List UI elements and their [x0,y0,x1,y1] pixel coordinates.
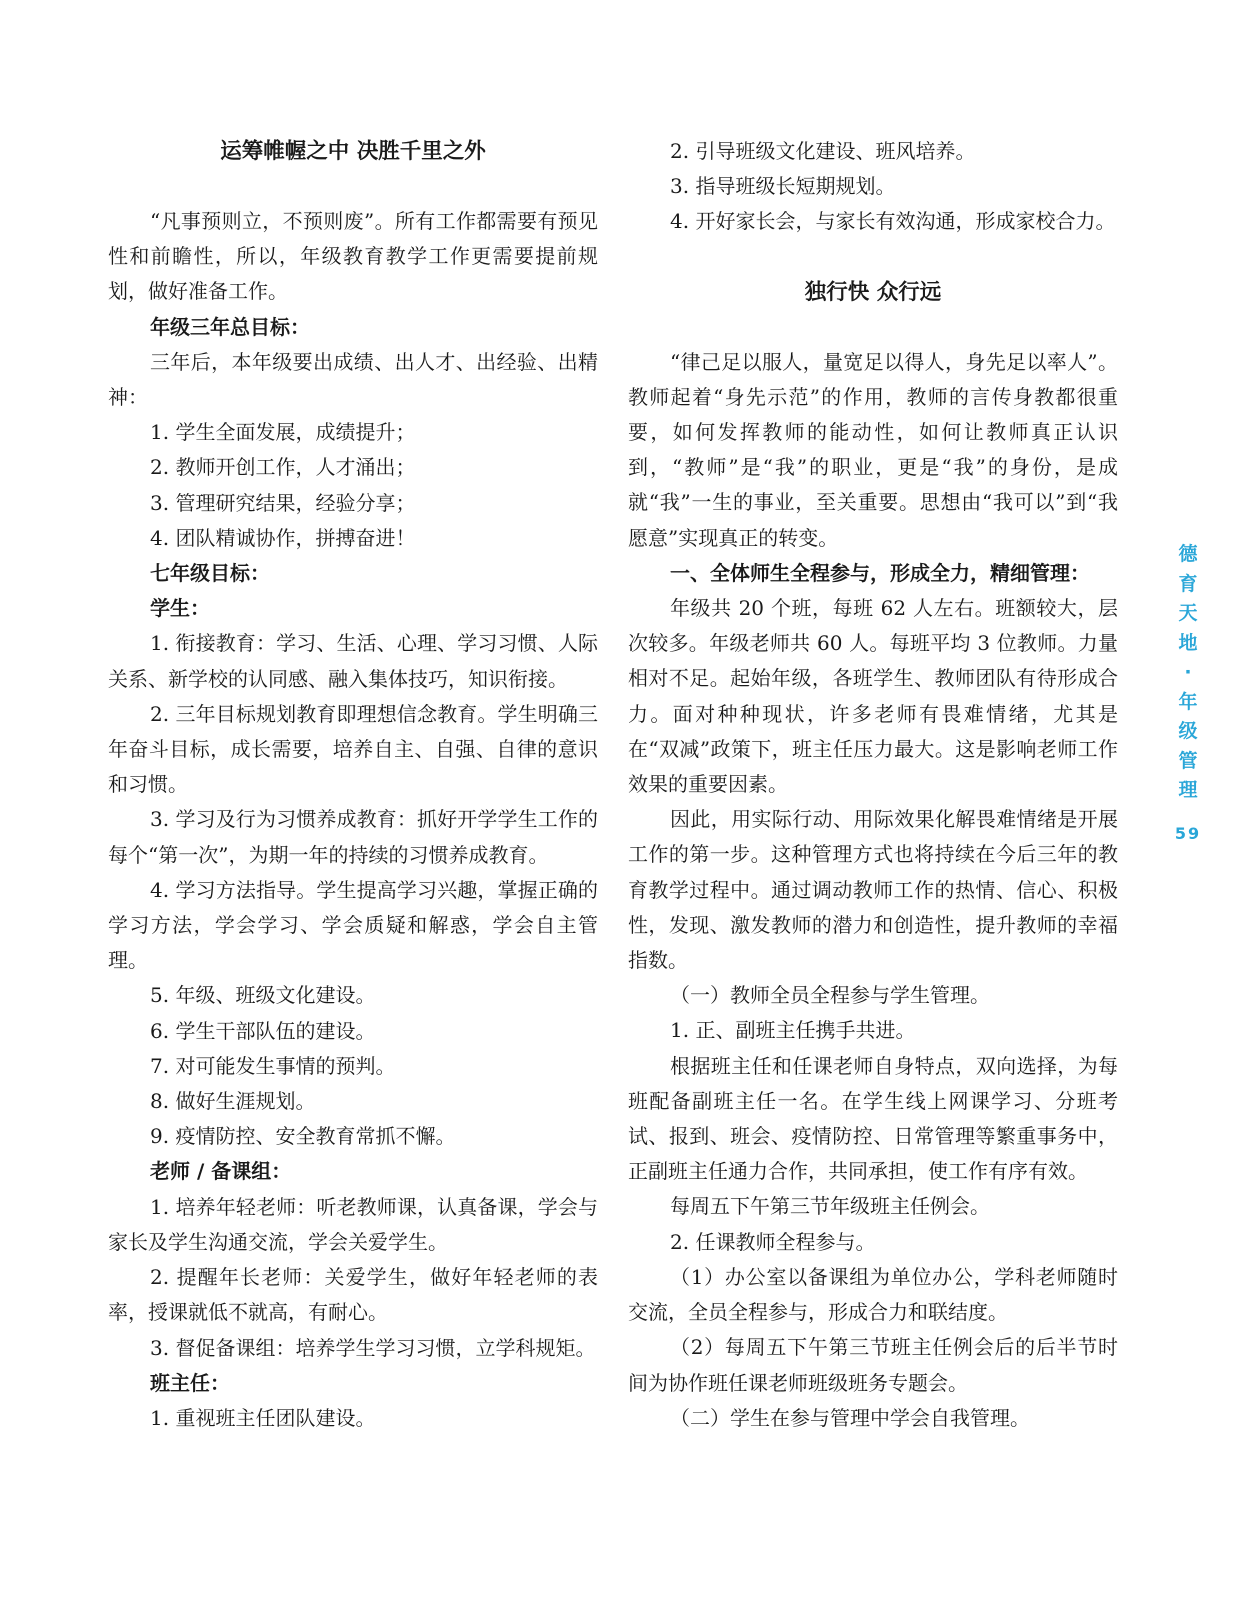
goal-item: 1. 学生全面发展，成绩提升； [150,420,416,445]
headteacher-item: 3. 指导班级长短期规划。 [670,174,896,199]
sidebar-char: 级 [1178,720,1198,742]
section1-heading: 一、全体师生全程参与，形成全力，精细管理： [670,560,1090,585]
goal-item: 3. 管理研究结果，经验分享； [150,490,416,515]
student-item: 6. 学生干部队伍的建设。 [150,1018,376,1043]
student-item: 2. 三年目标规划教育即理想信念教育。学生明确三年奋斗目标，成长需要，培养自主、自强、自律的意识和习惯。 [108,701,598,797]
headteacher-item: 4. 开好家长会，与家长有效沟通，形成家校合力。 [670,209,1116,234]
student-item: 4. 学习方法指导。学生提高学习兴趣，掌握正确的学习方法，学会学习、学会质疑和解惑，学会自主管理。 [108,877,598,973]
spacer [108,169,598,204]
body-paragraph: 因此，用实际行动、用际效果化解畏难情绪是开展工作的第一步。这种管理方式也将持续在今后三年的教育教学过程中。通过调动教师工作的热情、信心、积极性，发现、激发教师的潜力和创造性，提升教师的幸福指数。 [628,807,1118,973]
body-paragraph: “律己足以服人，量宽足以得人，身先足以率人”。教师起着“身先示范”的作用，教师的言传身教都很重要，如何发挥教师的能动性，如何让教师真正认识到，“教师”是“我”的职业，更是“我”的身份，是成就“我”一生的事业，至关重要。思想由“我可以”到“我愿意”实现真正的转变。 [628,349,1118,550]
headteacher-item: 1. 重视班主任团队建设。 [150,1405,376,1430]
goal-item: 4. 团队精诚协作，拼搏奋进！ [150,525,416,550]
teacher-item: 2. 提醒年长老师：关爱学生，做好年轻老师的表率，授课就低不就高，有耐心。 [108,1265,598,1325]
teacher-item: 3. 督促备课组：培养学生学习习惯，立学科规矩。 [150,1335,596,1360]
body-paragraph: 每周五下午第三节年级班主任例会。 [670,1194,990,1219]
body-paragraph: 根据班主任和任课老师自身特点，双向选择，为每班配备副班主任一名。在学生线上网课学习、分班考试、报到、班会、疫情防控、日常管理等繁重事务中，正副班主任通力合作，共同承担，使工作有序有效。 [628,1053,1118,1184]
headteacher-item: 2. 引导班级文化建设、班风培养。 [670,139,976,163]
sidebar-char: 管 [1178,749,1198,772]
goal-text: 三年后，本年级要出成绩、出人才、出经验、出精神： [108,349,598,410]
headteacher-heading: 班主任： [150,1370,230,1395]
body-paragraph: 2. 任课教师全程参与。 [670,1229,876,1254]
goal-heading: 年级三年总目标： [150,314,310,339]
students-heading: 学生： [150,596,210,621]
body-paragraph: （1）办公室以备课组为单位办公，学科老师随时交流，全员全程参与，形成合力和联结度。 [628,1264,1118,1325]
spacer [628,240,1118,275]
right-column [628,134,1118,1436]
sidebar-section-label [1172,540,1204,806]
page-number: 59 [1174,824,1202,843]
body-paragraph: 1. 正、副班主任携手共进。 [670,1018,916,1043]
sidebar-char: 育 [1178,572,1198,595]
student-item: 8. 做好生涯规划。 [150,1089,316,1114]
sidebar-char: 地 [1178,631,1198,654]
intro-paragraph: “凡事预则立，不预则废”。所有工作都需要有预见性和前瞻性，所以，年级教育教学工作更需要提前规划，做好准备工作。 [108,209,598,304]
body-paragraph: （2）每周五下午第三节班主任例会后的后半节时间为协作班任课老师班级班务专题会。 [628,1335,1118,1395]
teacher-item: 1. 培养年轻老师：听老教师课，认真备课，学会与家长及学生沟通交流，学会关爱学生。 [108,1194,598,1254]
spacer [628,310,1118,345]
body-paragraph: 年级共 20 个班，每班 62 人左右。班额较大，层次较多。年级老师共 60 人。每班平均 3 位教师。力量相对不足。起始年级，各班学生、教师团队有待形成合力。面对种种现状，许多老师有畏难情绪，尤其是在“双减”政策下，班主任压力最大。这是影响老师工作效果的重要因素。 [628,596,1118,797]
grade7-heading: 七年级目标： [150,561,270,586]
teachers-heading: 老师 / 备课组： [150,1159,292,1184]
student-item: 7. 对可能发生事情的预判。 [150,1053,396,1078]
sidebar-char: 德 [1178,543,1198,565]
section-title: 独行快 众行远 [804,279,942,305]
article-title: 运筹帷幄之中 决胜千里之外 [220,139,486,164]
student-item: 5. 年级、班级文化建设。 [150,983,376,1008]
sidebar-char: 年 [1178,690,1198,713]
student-item: 1. 衔接教育：学习、生活、心理、学习习惯、人际关系、新学校的认同感、融入集体技巧，知识衔接。 [108,631,598,691]
goal-item: 2. 教师开创工作，人才涌出； [150,455,416,480]
body-paragraph: （二）学生在参与管理中学会自我管理。 [670,1405,1030,1430]
sidebar-char: · [1184,661,1192,683]
student-item: 9. 疫情防控、安全教育常抓不懈。 [150,1124,456,1149]
sidebar-char: 天 [1178,602,1198,624]
sidebar-char: 理 [1178,779,1198,801]
student-item: 3. 学习及行为习惯养成教育：抓好开学学生工作的每个“第一次”，为期一年的持续的习惯养成教育。 [108,807,598,867]
left-column [108,134,598,1436]
body-paragraph: （一）教师全员全程参与学生管理。 [670,983,990,1008]
